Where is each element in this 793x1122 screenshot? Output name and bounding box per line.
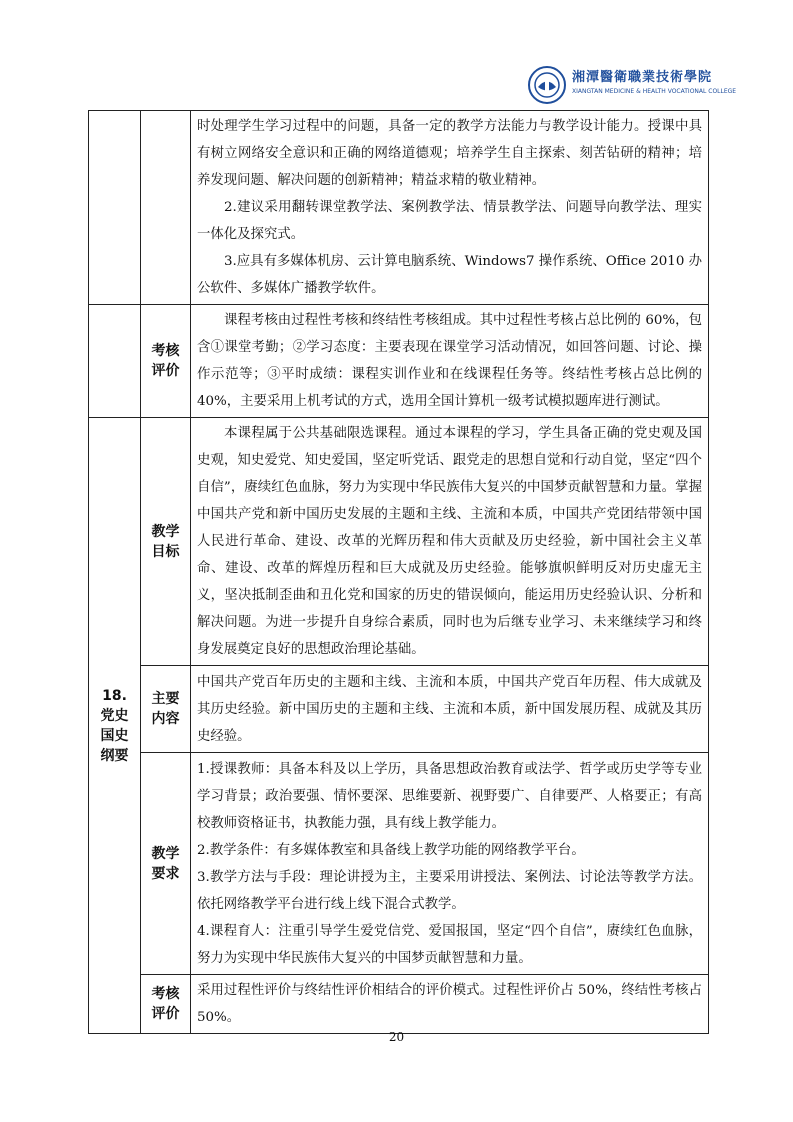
paragraph: 时处理学生学习过程中的问题，具备一定的教学方法能力与教学设计能力。授课中具有树立网络安全意识和正确的网络道德观；培养学生自主探索、刻苦钻研的精神；培养发现问题、解决问题的创新精神；精益求精的敬业精神。 <box>197 119 702 188</box>
table-row <box>89 753 709 975</box>
requirements-text <box>191 753 709 975</box>
paragraph: 2.建议采用翻转课堂教学法、案例教学法、情景教学法、问题导向教学法、理实一体化及探究式。 <box>197 200 702 242</box>
table-row <box>89 305 709 418</box>
paragraph: 本课程属于公共基础限选课程。通过本课程的学习，学生具备正确的党史观及国史观，知史爱党、知史爱国，坚定听党话、跟党走的思想自觉和行动自觉，坚定“四个自信”，赓续红色血脉，努力为实现中华民族伟大复兴的中国梦贡献智慧和力量。掌握中国共产党和新中国历史发展的主题和主线、主流和本质，中国共产党团结带领中国人民进行革命、建设、改革的光辉历程和伟大贡献及历史经验，新中国社会主义革命、建设、改革的辉煌历程和巨大成就及历史经验。能够旗帜鲜明反对历史虚无主义，坚决抵制歪曲和丑化党和国家的历史的错误倾向，能运用历史经验认识、分析和解决问题。为进一步提升自身综合素质，同时也为后继专业学习、未来继续学习和终身发展奠定良好的思想政治理论基础。 <box>197 426 702 657</box>
assess-label: 考核 评价 <box>141 975 191 1034</box>
requirements-label: 教学 要求 <box>141 753 191 975</box>
assessment-text <box>191 305 709 418</box>
paragraph: 3.应具有多媒体机房、云计算电脑系统、Windows7 操作系统、Office 2010 办公软件、多媒体广播教学软件。 <box>197 254 702 296</box>
assessment-label: 考核 评价 <box>141 305 191 418</box>
course-18-label: 18. 党史 国史 纲要 <box>89 418 141 1034</box>
goal-label: 教学 目标 <box>141 418 191 666</box>
empty-cell <box>89 305 141 418</box>
table-row <box>89 111 709 305</box>
paragraph: 2.教学条件：有多媒体教室和具备线上教学功能的网络教学平台。 <box>197 842 585 858</box>
paragraph: 4.课程育人：注重引导学生爱党信党、爱国报国，坚定“四个自信”，赓续红色血脉，努力为实现中华民族伟大复兴的中国梦贡献智慧和力量。 <box>197 923 702 966</box>
content-label: 主要 内容 <box>141 666 191 753</box>
table-row <box>89 666 709 753</box>
table-row <box>89 418 709 666</box>
teaching-requirements-text <box>191 111 709 305</box>
goal-text <box>191 418 709 666</box>
paragraph: 3.教学方法与手段：理论讲授为主，主要采用讲授法、案例法、讨论法等教学方法。依托网络教学平台进行线上线下混合式教学。 <box>197 869 702 912</box>
school-emblem-icon <box>528 66 566 104</box>
school-name-cn: 湘潭醫衛職業技術學院 <box>572 70 713 85</box>
paragraph: 采用过程性评价与终结性评价相结合的评价模式。过程性评价占 50%，终结性考核占 50%。 <box>197 983 702 1025</box>
course-table <box>88 110 709 1034</box>
table-row <box>89 975 709 1034</box>
empty-cell <box>141 111 191 305</box>
content-text <box>191 666 709 753</box>
paragraph: 中国共产党百年历史的主题和主线、主流和本质，中国共产党百年历程、伟大成就及其历史经验。新中国历史的主题和主线、主流和本质，新中国发展历程、成就及其历史经验。 <box>197 674 702 744</box>
page-number: 20 <box>388 1030 405 1044</box>
school-logo <box>528 66 743 106</box>
empty-cell <box>89 111 141 305</box>
assess-text <box>191 975 709 1034</box>
paragraph: 1.授课教师：具备本科及以上学历，具备思想政治教育或法学、哲学或历史学等专业学习背景；政治要强、情怀要深、思维要新、视野要广、自律要严、人格要正；有高校教师资格证书，执教能力强，具有线上教学能力。 <box>197 761 702 831</box>
school-name-en: XIANGTAN MEDICINE & HEALTH VOCATIONAL COLLEGE <box>572 88 737 95</box>
paragraph: 课程考核由过程性考核和终结性考核组成。其中过程性考核占总比例的 60%，包含①课堂考勤；②学习态度：主要表现在课堂学习活动情况，如回答问题、讨论、操作示范等；③平时成绩：课程实训作业和在线课程任务等。终结性考核占总比例的 40%，主要采用上机考试的方式，选用全国计算机一级考试模拟题库进行测试。 <box>197 313 702 409</box>
